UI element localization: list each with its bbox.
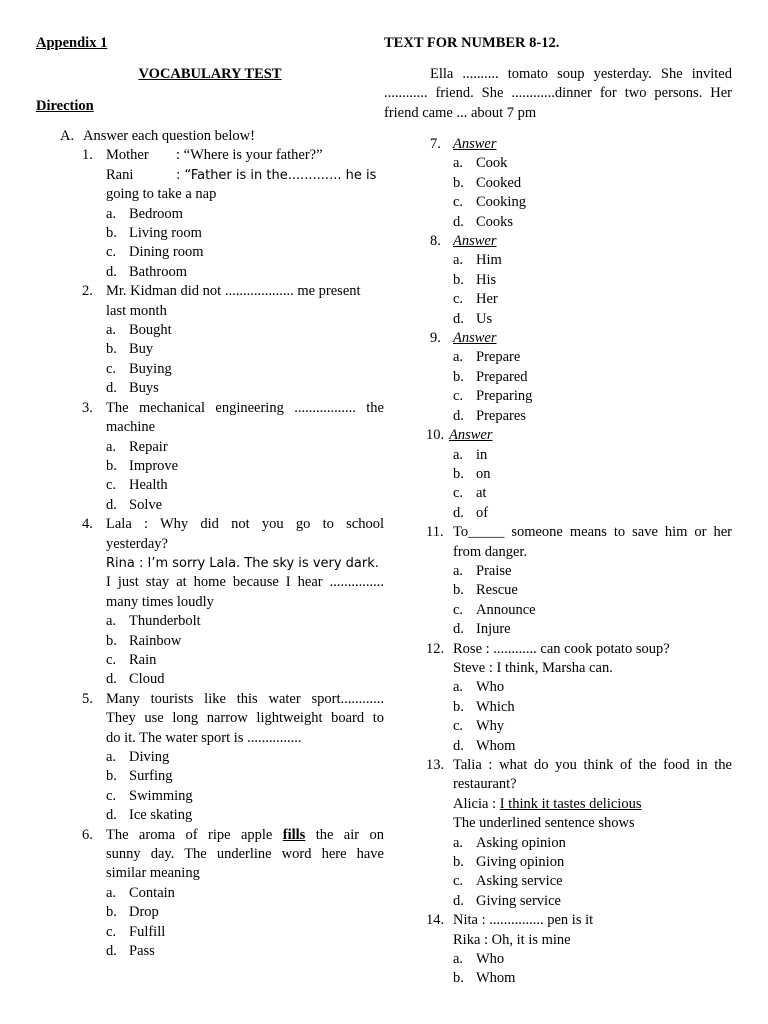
answer-option [106,340,384,359]
answer-option [453,737,732,756]
q4-options [106,612,384,690]
option-text: Preparing [476,388,533,405]
option-letter: d. [106,807,117,824]
answer-option [453,154,732,173]
option-text: Buys [129,380,159,397]
q13-options [453,834,732,912]
answer-option [106,632,384,651]
answer-option [453,853,732,872]
option-letter: b. [453,465,464,482]
answer-option [453,446,732,465]
option-text: Him [476,252,502,269]
answer-option [453,678,732,697]
option-letter: d. [106,263,117,280]
answer-option [106,457,384,476]
option-text: Fulfill [129,923,166,940]
answer-option [106,224,384,243]
answer-option [453,562,732,581]
option-text: Health [129,477,168,494]
option-letter: d. [453,737,464,754]
option-letter: c. [106,787,117,804]
option-text: Giving opinion [476,854,565,871]
option-text: Whom [476,737,516,754]
option-text: Asking service [476,873,563,890]
q7-options [453,154,732,232]
option-letter: b. [106,341,117,358]
underlined-sentence: I think it tastes delicious [499,795,642,812]
section-a [60,127,384,961]
option-text: Buy [129,341,154,358]
question-11: 11. To_____ someone means to save him or her from danger. a. Praise b. Rescue c. Announce d. Injure [426,523,732,639]
question-14: 14. Nita : ............... pen is it Rika : Oh, it is mine a. Who b. Whom [426,911,732,989]
question-4: 4. Lala : Why did not you go to school yesterday? Rina : I’m sorry Lala. The sky is very dark. I just stay at home because I hear ............... many times loudly a. Thunderbolt b. Rainbow c. Rain d. Cloud [82,515,384,690]
option-letter: a. [106,749,117,765]
option-letter: a. [453,562,464,579]
passage: Ella .......... tomato soup yesterday. She invited ............ friend. She ............dinner for two persons. Her friend came ... about 7 pm [384,66,732,121]
option-letter: b. [106,904,117,921]
answer-option [453,504,732,523]
answer-option [106,263,384,282]
option-letter: b. [453,174,464,191]
option-letter: c. [453,291,464,308]
answer-option [453,407,732,426]
option-text: at [476,485,487,502]
question-9: 9. Answer a. Prepare b. Prepared c. Preparing d. Prepares [430,329,732,426]
question-3: 3. The mechanical engineering ................. the machine a. Repair b. Improve c. Health d. Solve [82,399,384,515]
option-letter: d. [453,892,464,909]
option-letter: b. [453,271,464,288]
option-letter: d. [106,496,117,513]
option-letter: c. [106,651,117,668]
answer-option [453,174,732,193]
answer-option [453,387,732,406]
answer-option [106,651,384,670]
answer-option [106,205,384,224]
option-letter: a. [453,252,464,269]
option-text: Rescue [476,582,518,599]
option-text: His [476,271,497,288]
option-letter: d. [453,504,464,521]
q10-options [453,446,732,524]
answer-option [106,379,384,398]
option-text: Asking opinion [476,834,566,851]
option-text: Announce [476,601,536,618]
answer-option [106,243,384,262]
option-letter: d. [453,310,464,327]
option-text: Cook [476,155,508,172]
answer-option [453,348,732,367]
option-text: Thunderbolt [129,613,201,630]
option-letter: b. [106,225,117,242]
option-text: Giving service [476,892,561,909]
option-letter: a. [453,349,464,366]
answer-option [453,969,732,988]
option-text: Pass [129,943,155,960]
option-letter: c. [453,194,464,211]
option-letter: a. [106,884,117,901]
appendix-heading: Appendix 1 [36,35,108,51]
answer-option [106,923,384,942]
option-text: Prepare [476,349,521,366]
option-text: Cooking [476,194,526,211]
option-text: in [476,446,488,463]
option-text: Cooks [476,213,514,230]
option-letter: a. [106,322,117,339]
option-text: Rain [129,651,157,668]
option-letter: c. [453,873,464,890]
option-letter: c. [106,244,117,261]
option-letter: b. [106,768,117,785]
answer-option [106,767,384,786]
option-text: Drop [129,904,159,921]
option-text: Which [476,698,515,715]
option-letter: b. [453,698,464,715]
q6-options [106,884,384,962]
answer-option [453,620,732,639]
option-text: Living room [129,225,202,242]
option-text: Surfing [129,768,173,785]
answer-option [453,601,732,620]
option-letter: c. [106,477,117,494]
option-letter: a. [453,446,464,463]
answer-option [106,942,384,961]
option-text: Who [476,679,505,696]
q2-options [106,321,384,399]
text-header: TEXT FOR NUMBER 8-12. [384,35,560,51]
question-6: 6. The aroma of ripe apple fills the air on sunny day. The underline word here have similar meaning a. Contain b. Drop c. Fulfill d. Pass [82,826,384,962]
option-letter: c. [453,388,464,405]
option-letter: b. [453,368,464,385]
option-letter: d. [106,671,117,688]
option-text: Contain [129,884,175,901]
option-letter: d. [453,407,464,424]
q12-options [453,678,732,756]
option-text: Bathroom [129,263,187,280]
answer-option [106,612,384,631]
option-letter: a. [453,834,464,851]
answer-option [453,872,732,891]
option-letter: d. [453,621,464,638]
option-text: Us [476,310,493,327]
option-text: Prepared [476,368,528,385]
section-letter: A. [60,128,75,144]
option-text: Solve [129,496,163,513]
option-letter: c. [453,601,464,618]
option-text: Why [476,718,505,735]
question-2: 2. Mr. Kidman did not ................... me present last month a. Bought b. Buy c. Buying d. Buys [82,282,384,398]
section-a-instruction [60,127,384,146]
option-letter: b. [453,854,464,871]
option-text: Injure [476,621,511,638]
answer-option [453,698,732,717]
option-text: Diving [129,749,170,765]
question-12: 12. Rose : ............ can cook potato soup? Steve : I think, Marsha can. a. Who b. Which c. Why d. Whom [426,640,732,756]
question-1: 1. Mother : “Where is your father?” Rani : “Father is in the............. he is going to take a nap a. Bedroom b. Living room c. Dining room d. Bathroom [82,146,384,282]
option-letter: c. [453,485,464,502]
answer-option [453,193,732,212]
option-text: Her [476,291,498,308]
option-letter: c. [453,718,464,735]
answer-option [106,903,384,922]
option-text: Praise [476,562,512,579]
option-text: Repair [129,438,168,455]
option-letter: a. [453,155,464,172]
answer-option [106,787,384,806]
question-8: 8. Answer a. Him b. His c. Her d. Us [430,232,732,329]
answer-option [106,670,384,689]
question-5: 5. Many tourists like this water sport............ They use long narrow lightweight board to do it. The water sport is ............... a. Diving b. Surfing c. Swimming d. Ice skating [82,690,384,826]
answer-option [453,368,732,387]
question-10: 10. Answer a. in b. on c. at d. of [426,426,732,523]
answer-option [453,213,732,232]
q14-options [453,950,732,989]
option-letter: a. [106,438,117,455]
q11-options [453,562,732,640]
q1-options [106,205,384,283]
answer-option [453,310,732,329]
option-letter: d. [453,213,464,230]
option-text: Swimming [129,787,193,804]
question-7: 7. Answer a. Cook b. Cooked c. Cooking d. Cooks [430,135,732,232]
test-title: VOCABULARY TEST [138,66,282,82]
option-text: Buying [129,360,172,377]
option-text: on [476,465,491,482]
option-letter: d. [106,943,117,960]
answer-option [106,806,384,825]
option-text: Whom [476,970,516,987]
answer-option [453,950,732,969]
question-13: 13. Talia : what do you think of the food in the restaurant? Alicia : I think it tastes delicious The underlined sentence shows a. Asking opinion b. Giving opinion c. Asking service d. Giving service [426,756,732,911]
q5-options [106,748,384,826]
answer-option [453,465,732,484]
answer-option [453,892,732,911]
option-letter: a. [453,951,464,968]
option-text: Improve [129,457,179,474]
answer-option [106,748,384,767]
option-text: Cloud [129,671,165,688]
underlined-word: fills [282,826,306,843]
answer-option [106,360,384,379]
direction-heading: Direction [36,98,94,114]
option-text: Dining room [129,244,204,261]
option-letter: b. [453,970,464,987]
option-text: of [476,504,489,521]
answer-option [453,581,732,600]
option-letter: a. [106,613,117,630]
answer-option [453,290,732,309]
q8-options [453,251,732,329]
answer-option [106,438,384,457]
answer-option [453,271,732,290]
answer-option [453,251,732,270]
option-letter: b. [453,582,464,599]
option-letter: d. [106,380,117,397]
option-text: Who [476,951,505,968]
option-letter: c. [106,360,117,377]
answer-option [106,884,384,903]
section-a-text: Answer each question below! [83,128,255,144]
q9-options [453,348,732,426]
option-letter: b. [106,457,117,474]
answer-option [453,834,732,853]
option-text: Cooked [476,174,522,191]
option-text: Bedroom [129,205,183,222]
option-text: Rainbow [129,632,182,649]
answer-option [106,321,384,340]
option-letter: b. [106,632,117,649]
answer-option [106,496,384,515]
option-letter: c. [106,923,117,940]
option-text: Prepares [476,407,526,424]
answer-option [453,484,732,503]
answer-option [453,717,732,736]
answer-option [106,476,384,495]
option-letter: a. [106,205,117,222]
option-letter: a. [453,679,464,696]
q3-options [106,438,384,516]
option-text: Ice skating [129,807,193,824]
option-text: Bought [129,322,172,339]
right-questions [426,135,732,989]
